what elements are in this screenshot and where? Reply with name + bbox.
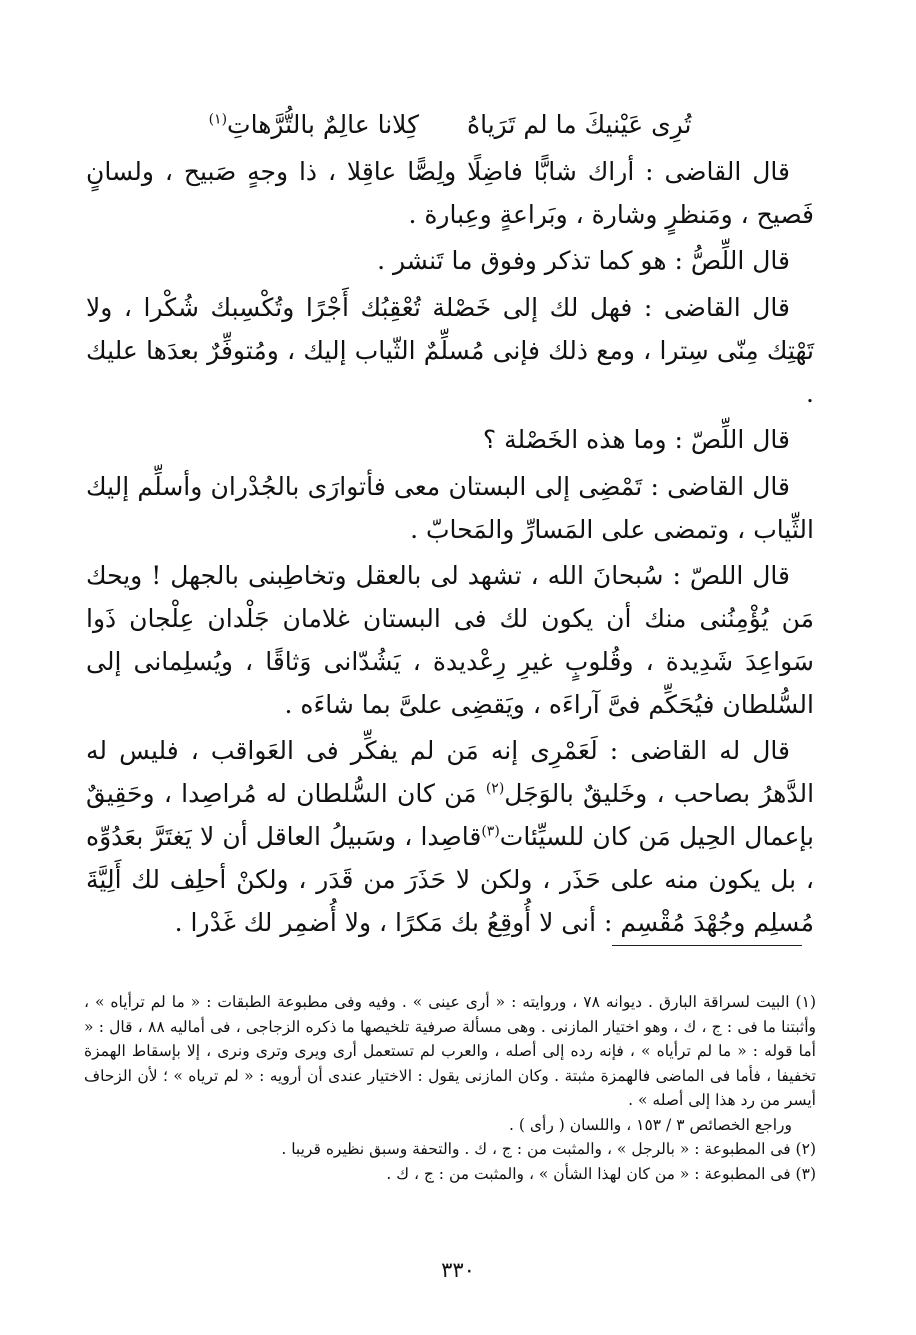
- footnote-ref: (١): [208, 111, 228, 128]
- paragraph-qadi-4-part3: قاصِدا ، وسَبيلُ العاقل أن لا يَغتَرَّ بعَدُوِّه ، بل يكون منه على حَذَر ، ولكن لا حَذَرَ من قَدَر ، ولكنْ أحلِف لك أَلِيَّةَ مُسلِم وجُهْدَ مُقْسِم : أنى لا أُوقِعُ بك مَكرًا ، ولا أُضمِر لك غَدْرا .: [86, 822, 814, 937]
- paragraph-qadi-4-part2: مَن كان السُّلطان له مُراصِدا ، وحَقِيقٌ بإعمال الحِيل مَن كان للسيِّئات: [86, 779, 814, 851]
- paragraph-thief-2: قال اللِّصّ : وما هذه الخَصْلة ؟: [482, 425, 790, 454]
- paragraph-qadi-2: قال القاضى : فهل لك إلى خَصْلة تُعْقِبُك أَجْرًا وتُكْسِبك شُكْرا ، ولا تَهْتِك مِنّى سِترا ، ومع ذلك فإنى مُسلِّمٌ الثّياب إليك ، ومُتوفِّرٌ بعدَها عليك .: [86, 293, 814, 408]
- verse-right-hemistich: تُرِى عَيْنيكَ ما لم تَرَياهُ: [467, 110, 692, 139]
- footnote-ref: (٢): [485, 780, 505, 797]
- verse-left-hemistich: [209, 103, 419, 147]
- footnote-3: (٣) فى المطبوعة : « من كان لهذا الشأن » ، والمثبت من : ج ، ك .: [386, 1164, 816, 1183]
- footnote-separator: [612, 945, 802, 946]
- footnote-2: (٢) فى المطبوعة : « بالرجل » ، والمثبت من : ج ، ك . والتحفة وسبق نظيره قريبا .: [281, 1140, 816, 1158]
- poetry-verse: [90, 103, 810, 147]
- paragraph-qadi-4-part1: قال له القاضى : لَعَمْرِى إنه مَن لم يفكِّر فى العَواقب ، فليس له الدَّهرُ بصاحب ، وخَليقٌ بالوَجَل: [86, 736, 815, 808]
- footnote-1: (١) البيت لسراقة البارق . ديوانه ٧٨ ، وروايته : « أرى عينى » . وفيه وفى مطبوعة الطبقات : « ما لم ترأياه » ، وأثبتنا ما فى : ج ، ك ، وهو اختيار المازنى . وهى مسألة صرفية تلخيصها ما ذكره الزجاجى ، فى أماليه ٨٨ ، قال : « أما قوله : « ما لم ترأياه » ، فإنه رده إلى أصله ، والعرب لم تستعمل أرى ويرى وترى ونرى ، إلا بإسقاط الهمزة تخفيفا ، فأما فى الماضى فالهمزة مثبتة . وكان المازنى يقول : الاختيار عندى أن أرويه : « لم ترياه » ؛ لأن الزحاف أيسر من رد هذا إلى أصله » .: [84, 993, 817, 1109]
- paragraph-qadi-1: قال القاضى : أراك شابًّا فاضِلًا ولِصًّا عاقِلا ، ذا وجهٍ صَبيح ، ولسانٍ فَصيح ، ومَنظرٍ وشارة ، وبَراعةٍ وعِبارة .: [86, 157, 814, 229]
- page-number: ٣٣٠: [441, 1258, 475, 1282]
- verse-left-text: كِلانا عالِمٌ بالتُّرَّهاتِ: [227, 110, 419, 139]
- paragraph-qadi-4: [86, 729, 814, 944]
- paragraph-qadi-3: قال القاضى : تَمْضِى إلى البستان معى فأتوارَى بالجُدْران وأسلِّم إليك الثِّياب ، وتمضى على المَسارِّ والمَحابّ .: [86, 472, 814, 544]
- footnotes: [84, 990, 816, 1186]
- paragraph-thief-3: قال اللصّ : سُبحانَ الله ، تشهد لى بالعقل وتخاطِبنى بالجهل ! ويحك مَن يُؤْمِنُنى منك أن يكون لك فى البستان غلامان جَلْدان عِلْجان ذَوا سَواعِدَ شَدِيدة ، وقُلوبٍ غيرِ رِعْديدة ، يَشُدّانى وَثاقًا ، ويُسلِمانى إلى السُّلطان فيُحَكِّم فىَّ آراءَه ، ويَقضِى علىَّ بما شاءَه .: [86, 561, 814, 719]
- footnote-ref: (٣): [481, 823, 500, 840]
- main-text: [86, 150, 814, 947]
- footnote-1-continued: وراجع الخصائص ٣ / ١٥٣ ، واللسان ( رأى ) .: [509, 1115, 792, 1134]
- paragraph-thief-1: قال اللِّصُّ : هو كما تذكر وفوق ما تَنشر .: [377, 246, 790, 275]
